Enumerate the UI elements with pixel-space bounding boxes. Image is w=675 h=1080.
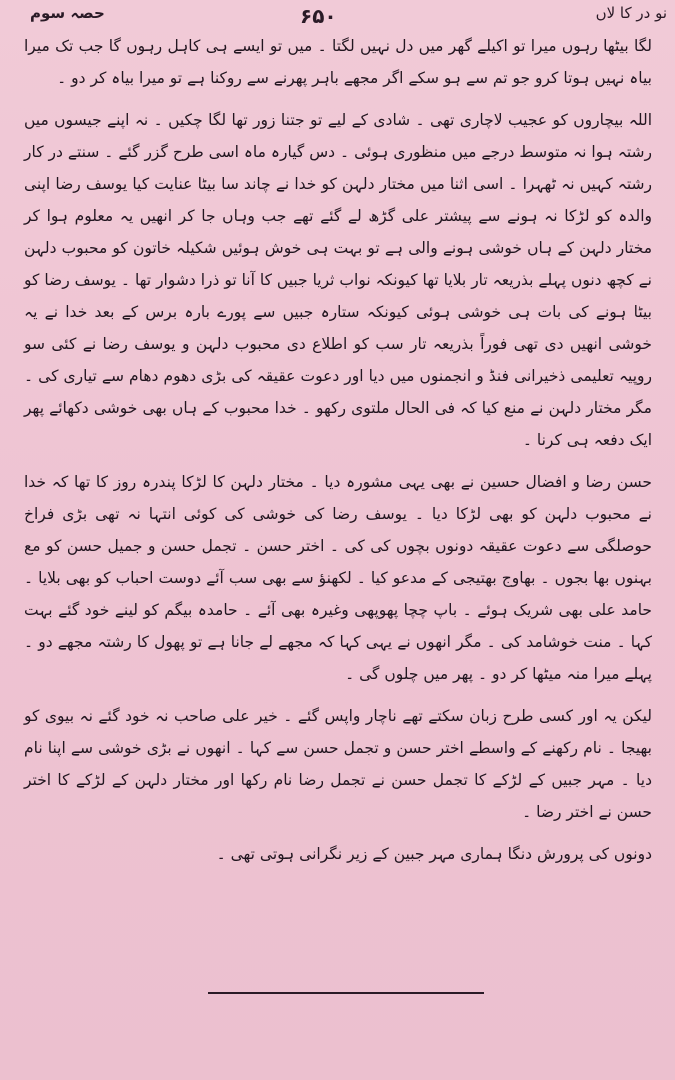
paragraph-1: لگا بیٹھا رہوں میرا تو اکیلے گھر میں دل نہیں لگتا ۔ میں تو ایسے ہی کاہل رہوں گا جب تک میرا بیاہ نہیں ہوتا کرو جو تم سے ہو سکے اگر مجھے باہر پھرنے سے روکنا ہے تو میرا بیاہ کر دو ۔ <box>24 37 652 87</box>
section-label: حصہ سوم <box>30 4 105 22</box>
paragraph-5: دونوں کی پرورش دنگا ہماری مہر جبین کے زیر نگرانی ہوتی تھی ۔ <box>216 845 652 863</box>
book-title: نو در کا لاں <box>595 4 667 22</box>
paragraph-3: حسن رضا و افضال حسین نے بھی یہی مشورہ دیا ۔ مختار دلہن کا لڑکا پندرہ روز کا تھا کہ خدا نے محبوب دلہن کو بھی لڑکا دیا ۔ یوسف رضا کی خوشی کی کوئی انتہا نہ تھی بڑی فراخ حوصلگی سے دعوت عقیقہ دونوں بچوں کی کی ۔ اختر حسن ۔ تجمل حسن و جمیل حسن کو مع بہنوں بھا بجوں ۔ بھاوج بھتیجی کے مدعو کیا ۔ لکھنؤ سے بھی سب آئے دوست احباب کو بھی بلایا ۔ حامد علی بھی شریک ہوئے ۔ باپ چچا پھوپھی وغیرہ بھی آئے ۔ حامدہ بیگم کو لینے خود گئے بہت کہا ۔ منت خوشامد کی ۔ مگر انھوں نے یہی کہا کہ مجھے لے جانا ہے تو پھول کا رشتہ مجھے دو ۔ پہلے میرا منہ میٹھا کر دو ۔ پھر میں چلوں گی ۔ <box>24 473 652 683</box>
end-rule <box>208 992 484 994</box>
paragraph-4: لیکن یہ اور کسی طرح زبان سکتے تھے ناچار واپس گئے ۔ خیر علی صاحب نہ خود گئے نہ بیوی کو بھیجا ۔ نام رکھنے کے واسطے اختر حسن و تجمل حسن سے کہا ۔ انھوں نے بڑی خوشی سے اپنا نام دیا ۔ مہر جبیں کے لڑکے کا تجمل حسن نے تجمل رضا نام رکھا اور مختار دلہن کے لڑکے کا اختر حسن نے اختر رضا ۔ <box>24 707 652 821</box>
page-body <box>24 30 652 870</box>
page-number: ۶۵۰ <box>300 4 337 28</box>
paragraph-2: اللہ بیچاروں کو عجیب لاچاری تھی ۔ شادی کے لیے تو جتنا زور تھا لگا چکیں ۔ نہ اپنے جیسوں میں رشتہ ہوا نہ متوسط درجے میں منظوری ہوئی ۔ دس گیارہ ماہ اسی طرح گزر گئے ۔ سنتے در کار رشتہ کہیں نہ ٹھہرا ۔ اسی اثنا میں مختار دلہن کو خدا نے چاند سا بیٹا عنایت کیا یوسف رضا اپنی والدہ کو لڑکا نہ ہونے سے پیشتر علی گڑھ لے گئے تھے جب وہاں جا کر انھیں یہ معلوم ہوا کر مختار دلہن کے ہاں خوشی ہونے والی ہے تو بہت ہی خوش ہوئیں شکیلہ خاتون کو محبوب دلہن نے کچھ دنوں پہلے بذریعہ تار بلایا تھا کیونکہ نواب ثریا جبیں کا آنا تو ذرا دشوار تھا ۔ یوسف رضا کو بیٹا ہونے کی بات ہی خوشی ہوئی کیونکہ ستارہ جبیں سے پورے بارہ برس کے بعد خدا نے یہ خوشی انھیں دی تھی فوراً بذریعہ تار سب کو اطلاع دی محبوب دلہن و یوسف رضا نے کئی سو روپیہ تعلیمی ذخیرانی فنڈ و انجمنوں میں دیا اور دعوت عقیقہ کی بڑی دھوم دھام سے تیاری کی ۔ مگر مختار دلہن نے منع کیا کہ فی الحال ملتوی رکھو ۔ خدا محبوب کے ہاں بھی خوشی دکھائے پھر ایک دفعہ ہی کرنا ۔ <box>24 111 652 449</box>
